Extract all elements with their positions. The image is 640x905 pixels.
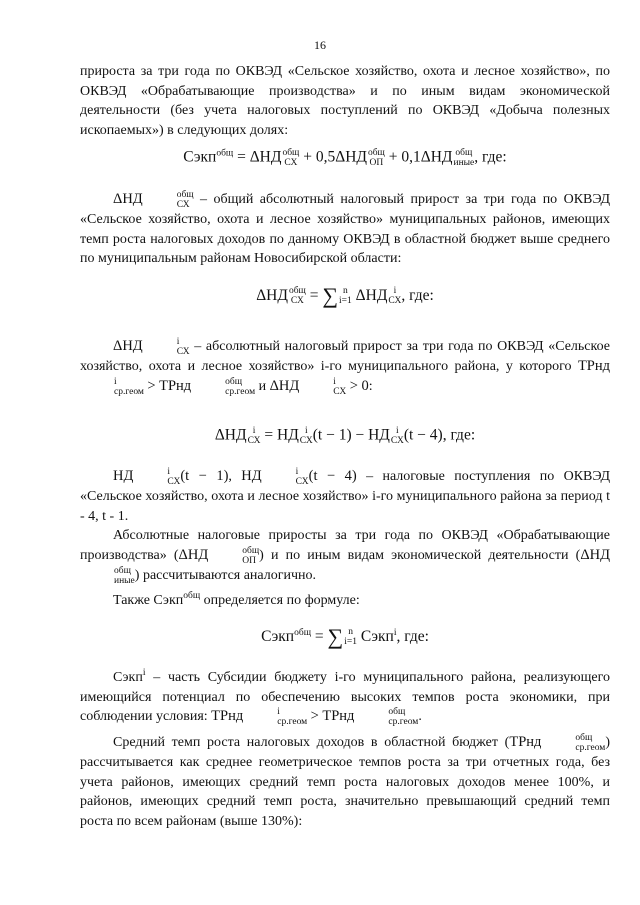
formula-sekp-sum: Сэкп$^{общ}$ = ∑ n i=1 Сэкп$^i$, где: [261, 624, 429, 649]
formula-term-sx: = ΔНД [237, 148, 282, 166]
paragraph-analogous: Абсолютные налоговые приросты за три года по ОКВЭД «Обрабатывающие производства» (ΔНД общ ОП ) и по иным видам экономической деятельности (ΔНД общ иные ) рассчитываются аналогично. [80, 528, 610, 586]
formula-delta-sum: ΔНД общ СХ = ∑ n i=1 ΔНД i СХ , где: [256, 283, 434, 308]
paragraph-sekp-part: Сэкп$^i$ – часть Субсидии бюджету i-го муниципального района, реализующего имеющийся потенциал по обеспечению высоких темпов роста экономики, при соблюдении условия: ТРнд i ср.геом > ТРнд общ ср.геом . [80, 668, 610, 727]
definition-tax-receipts: НД i СХ (t − 1), НД i СХ (t − 4) – налоговые поступления по ОКВЭД «Сельское хозяйство, охота и лесное хозяйство» i-го муниципального района за период t - 4, t - 1. [80, 467, 610, 524]
page-number: 16 [314, 38, 326, 52]
paragraph-average-growth: Средний темп роста налоговых доходов в областной бюджет (ТРнд общ ср.геом ) рассчитывается как среднее геометрическое темпов роста за три отчетных года, без учета районов, имеющих средний темп роста налоговых доходов менее 100%, и районов, имеющих средний темп роста, значительно превышающий средний темп роста по всем районам (выше 130%): [80, 733, 610, 829]
formula-term-other: + 0,1ΔНД [388, 148, 453, 166]
paragraph-shares: прироста за три года по ОКВЭД «Сельское хозяйство, охота и лесное хозяйство», по ОКВЭД «Обрабатывающие производства» и по иным видам экономической деятельности (без учета налоговых поступлений по ОКВЭД «Добыча полезных ископаемых») в следующих долях: [80, 64, 610, 138]
formula-term-op: + 0,5ΔНД [303, 148, 367, 166]
sum-symbol: ∑ [327, 624, 344, 649]
formula-sekp-total: Сэкп$^{общ}$ = ΔНД общ СХ + 0,5ΔНД общ ОП + 0,1ΔНД общ иные , где: [183, 148, 507, 168]
paragraph-formula-intro: Также Сэкп$^{общ}$ определяется по формуле: [113, 591, 360, 608]
definition-district-growth: ΔНД i СХ – абсолютный налоговый прирост за три года по ОКВЭД «Сельское хозяйство, охота и лесное хозяйство» i-го муниципального района, у которого ТРнд i ср.геом > ТРнд общ ср.геом и ΔНД i СХ > 0: [80, 337, 611, 397]
definition-total-growth: ΔНД общ СХ – общий абсолютный налоговый прирост за три года по ОКВЭД «Сельское хозяйство, охота и лесное хозяйство» муниципальных районов, имеющих темп роста налоговых доходов по данному ОКВЭД в областной бюджет выше среднего по муниципальным районам Новосибирской области: [80, 190, 611, 266]
formula-delta-difference: ΔНД i СХ = НД i СХ (t − 1) − НД i СХ (t − 4), где: [214, 426, 476, 446]
formula-lhs: Сэкп [183, 148, 217, 166]
sum-symbol: ∑ [322, 283, 339, 308]
